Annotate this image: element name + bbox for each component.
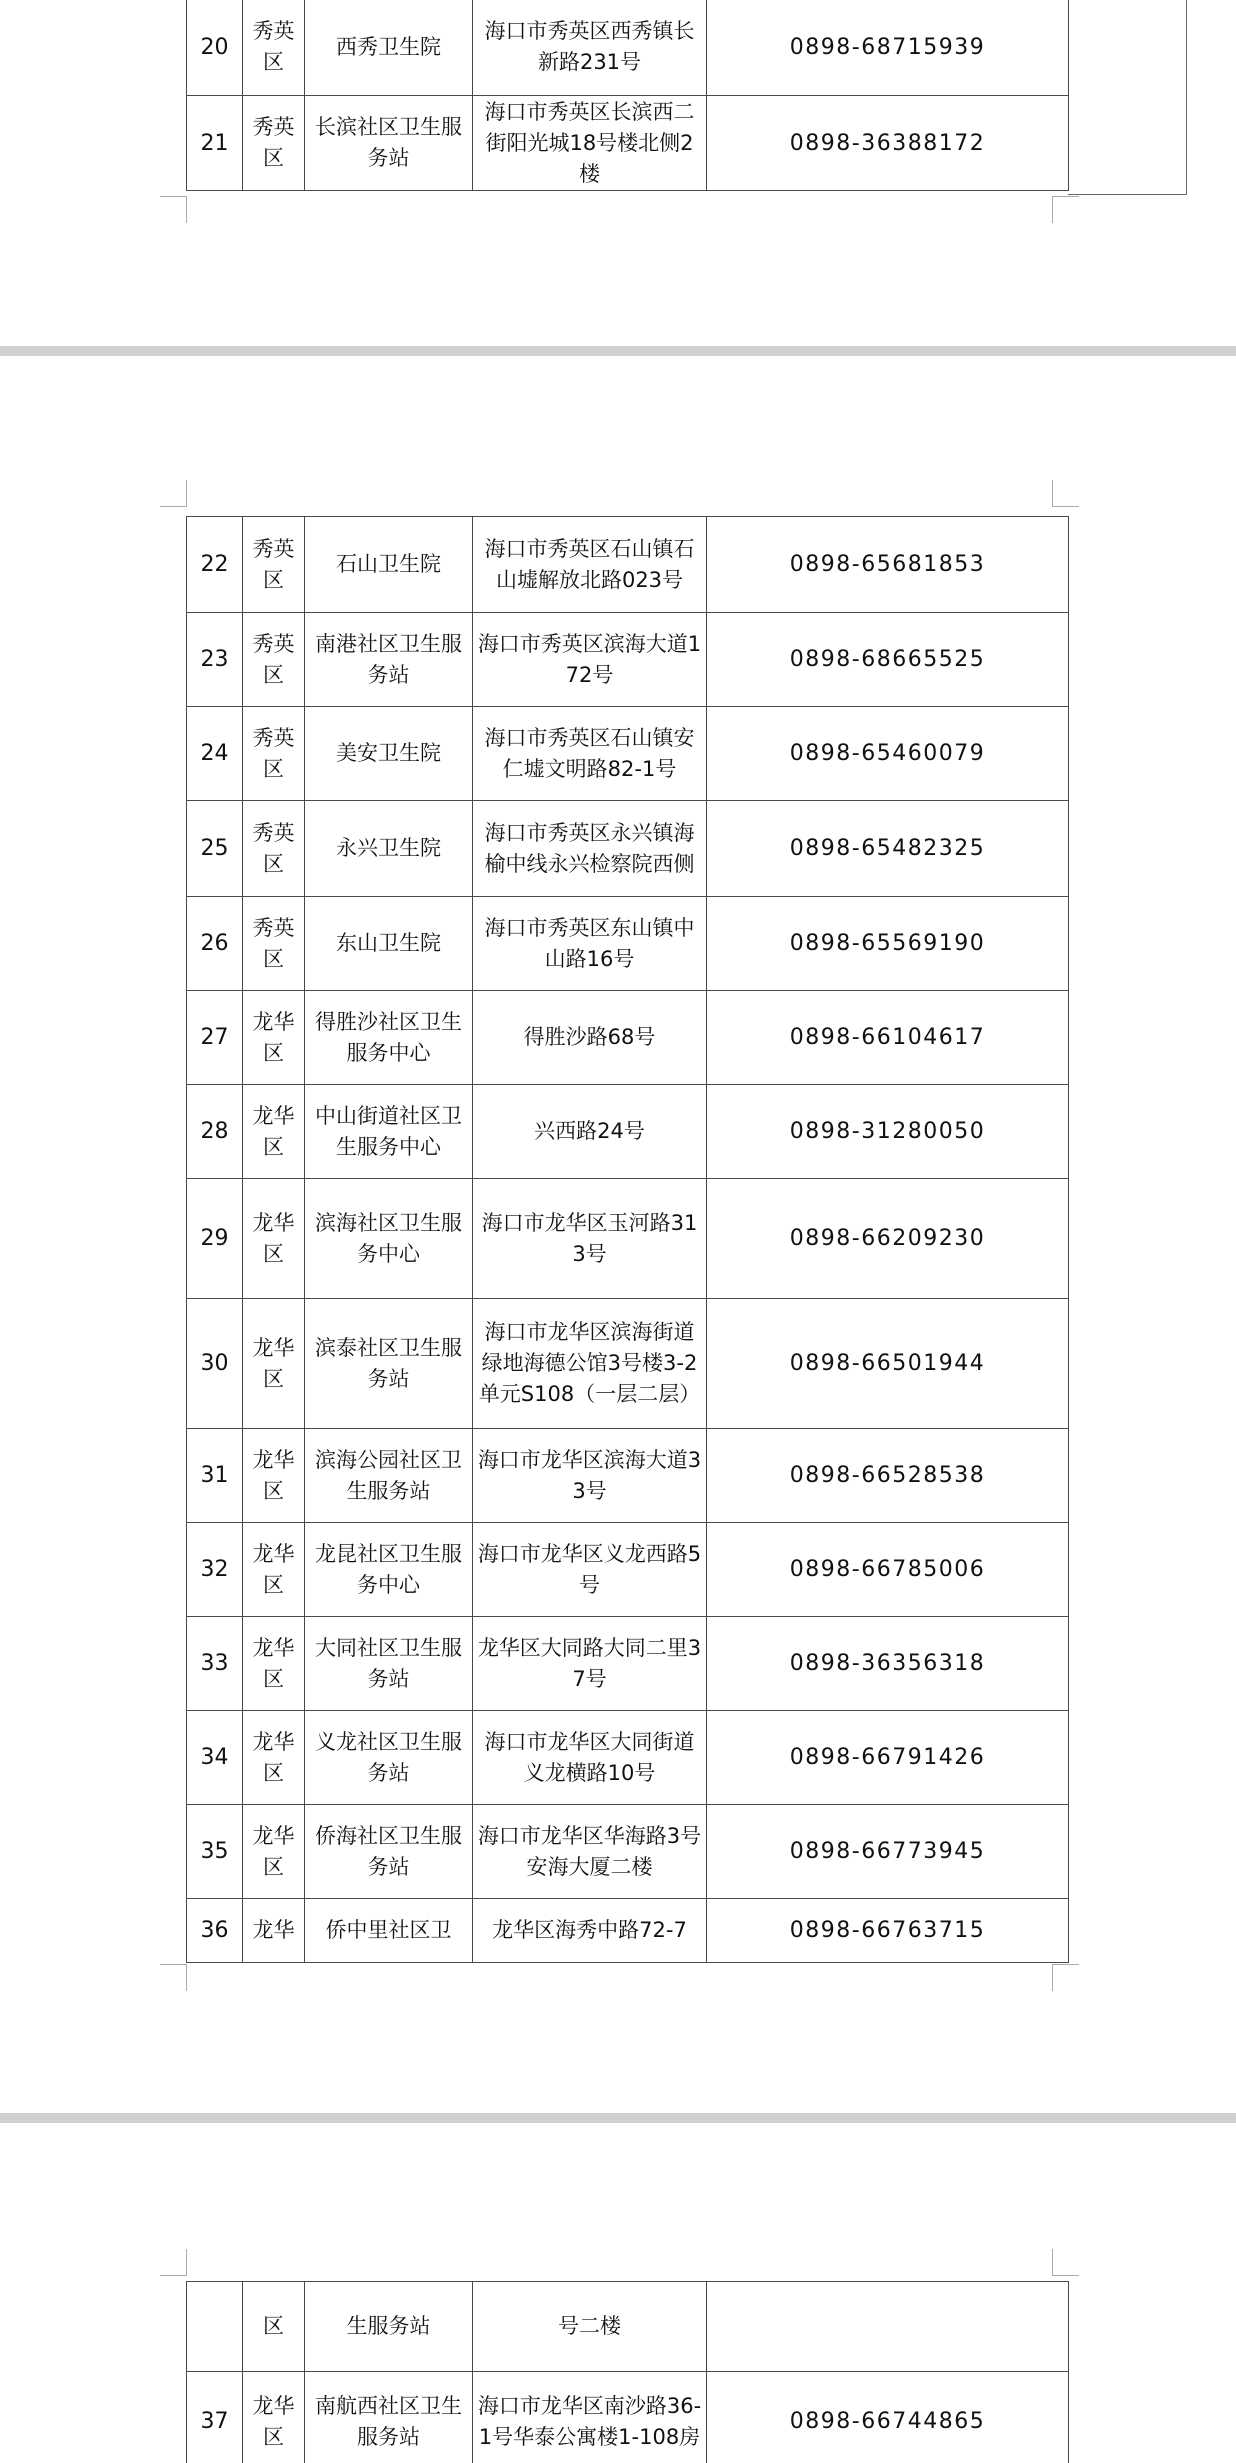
district-cell: 秀英区: [243, 0, 305, 96]
phone-cell: [707, 2282, 1069, 2372]
phone-cell: 0898-66763715: [707, 1899, 1069, 1963]
address-cell: 龙华区海秀中路72-7: [473, 1899, 707, 1963]
clinic-name-cell: 侨中里社区卫: [305, 1899, 473, 1963]
document-page-1: [0, 0, 1236, 345]
clinic-name-cell: 长滨社区卫生服务站: [305, 96, 473, 191]
row-number: 23: [187, 613, 243, 707]
district-cell: 龙华区: [243, 1523, 305, 1617]
phone-cell: 0898-66528538: [707, 1429, 1069, 1523]
phone-cell: 0898-65460079: [707, 707, 1069, 801]
district-cell: 龙华区: [243, 991, 305, 1085]
row-number: 26: [187, 897, 243, 991]
phone-cell: 0898-66501944: [707, 1299, 1069, 1429]
district-cell: 秀英区: [243, 801, 305, 897]
clinic-name-cell: 生服务站: [305, 2282, 473, 2372]
row-number: 35: [187, 1805, 243, 1899]
table-row: [187, 96, 1069, 191]
district-cell: 秀英区: [243, 96, 305, 191]
phone-cell: 0898-68715939: [707, 0, 1069, 96]
table-row: [187, 1429, 1069, 1523]
crop-mark: [160, 480, 187, 507]
row-number: 24: [187, 707, 243, 801]
table-row: [187, 613, 1069, 707]
clinic-name-cell: 滨海社区卫生服务中心: [305, 1179, 473, 1299]
clinic-name-cell: 义龙社区卫生服务站: [305, 1711, 473, 1805]
phone-cell: 0898-66785006: [707, 1523, 1069, 1617]
crop-mark: [160, 1964, 187, 1991]
phone-cell: 0898-66209230: [707, 1179, 1069, 1299]
clinic-name-cell: 侨海社区卫生服务站: [305, 1805, 473, 1899]
address-cell: 龙华区大同路大同二里37号: [473, 1617, 707, 1711]
table-row: [187, 1299, 1069, 1429]
crop-mark: [160, 196, 187, 223]
district-cell: 秀英区: [243, 517, 305, 613]
row-number: 25: [187, 801, 243, 897]
clinic-name-cell: 西秀卫生院: [305, 0, 473, 96]
row-number: 29: [187, 1179, 243, 1299]
table-row: [187, 1179, 1069, 1299]
page-separator: [0, 346, 1236, 356]
row-number: 36: [187, 1899, 243, 1963]
table-row: [187, 801, 1069, 897]
clinic-name-cell: 大同社区卫生服务站: [305, 1617, 473, 1711]
district-cell: 秀英区: [243, 897, 305, 991]
address-cell: 海口市龙华区玉河路313号: [473, 1179, 707, 1299]
crop-mark: [1052, 2249, 1079, 2276]
crop-mark: [1052, 196, 1079, 223]
row-number: 21: [187, 96, 243, 191]
row-number: 32: [187, 1523, 243, 1617]
table-row: [187, 991, 1069, 1085]
row-number: 22: [187, 517, 243, 613]
table-row: [187, 1805, 1069, 1899]
address-cell: 海口市秀英区西秀镇长新路231号: [473, 0, 707, 96]
address-cell: 海口市秀英区东山镇中山路16号: [473, 897, 707, 991]
row-number: 28: [187, 1085, 243, 1179]
crop-mark: [1052, 1964, 1079, 1991]
district-cell: 龙华区: [243, 1179, 305, 1299]
row-number: 33: [187, 1617, 243, 1711]
district-cell: 区: [243, 2282, 305, 2372]
row-number: 27: [187, 991, 243, 1085]
table-row: [187, 1085, 1069, 1179]
phone-cell: 0898-66791426: [707, 1711, 1069, 1805]
address-cell: 海口市秀英区永兴镇海榆中线永兴检察院西侧: [473, 801, 707, 897]
address-cell: 海口市龙华区华海路3号安海大厦二楼: [473, 1805, 707, 1899]
phone-cell: 0898-65569190: [707, 897, 1069, 991]
address-cell: 兴西路24号: [473, 1085, 707, 1179]
row-number: 30: [187, 1299, 243, 1429]
row-number: 20: [187, 0, 243, 96]
phone-cell: 0898-66773945: [707, 1805, 1069, 1899]
district-cell: 龙华区: [243, 1711, 305, 1805]
address-cell: 海口市秀英区石山镇石山墟解放北路023号: [473, 517, 707, 613]
clinic-name-cell: 得胜沙社区卫生服务中心: [305, 991, 473, 1085]
clinic-name-cell: 美安卫生院: [305, 707, 473, 801]
crop-mark: [1052, 480, 1079, 507]
address-cell: 海口市龙华区大同街道义龙横路10号: [473, 1711, 707, 1805]
table-row: [187, 897, 1069, 991]
document-page-2: [0, 356, 1236, 2113]
clinic-table-page-3: [186, 2281, 1069, 2463]
table-row: [187, 2372, 1069, 2463]
district-cell: 秀英区: [243, 613, 305, 707]
clinic-name-cell: 南航西社区卫生服务站: [305, 2372, 473, 2463]
district-cell: 龙华区: [243, 1085, 305, 1179]
phone-cell: 0898-65482325: [707, 801, 1069, 897]
table-row: [187, 707, 1069, 801]
phone-cell: 0898-68665525: [707, 613, 1069, 707]
clinic-name-cell: 滨泰社区卫生服务站: [305, 1299, 473, 1429]
clinic-name-cell: 石山卫生院: [305, 517, 473, 613]
clinic-name-cell: 滨海公园社区卫生服务站: [305, 1429, 473, 1523]
document-page-3: [0, 2123, 1236, 2463]
address-cell: 号二楼: [473, 2282, 707, 2372]
table-row: [187, 2282, 1069, 2372]
phone-cell: 0898-66104617: [707, 991, 1069, 1085]
table-row: [187, 1711, 1069, 1805]
address-cell: 得胜沙路68号: [473, 991, 707, 1085]
address-cell: 海口市龙华区滨海街道绿地海德公馆3号楼3-2单元S108（一层二层）: [473, 1299, 707, 1429]
district-cell: 龙华区: [243, 1299, 305, 1429]
table-row: [187, 517, 1069, 613]
district-cell: 龙华区: [243, 2372, 305, 2463]
phone-cell: 0898-65681853: [707, 517, 1069, 613]
row-number: [187, 2282, 243, 2372]
phone-cell: 0898-36388172: [707, 96, 1069, 191]
district-cell: 龙华区: [243, 1617, 305, 1711]
table-row: [187, 1523, 1069, 1617]
district-cell: 龙华区: [243, 1805, 305, 1899]
table-row: [187, 1617, 1069, 1711]
phone-cell: 0898-36356318: [707, 1617, 1069, 1711]
address-cell: 海口市龙华区南沙路36-1号华泰公寓楼1-108房: [473, 2372, 707, 2463]
address-cell: 海口市秀英区滨海大道172号: [473, 613, 707, 707]
crop-mark: [160, 2249, 187, 2276]
row-number: 31: [187, 1429, 243, 1523]
row-number: 37: [187, 2372, 243, 2463]
clinic-table-page-2: [186, 516, 1069, 1963]
clinic-name-cell: 龙昆社区卫生服务中心: [305, 1523, 473, 1617]
address-cell: 海口市秀英区长滨西二街阳光城18号楼北侧2楼: [473, 96, 707, 191]
table-outer-border: [1068, 0, 1187, 195]
clinic-name-cell: 南港社区卫生服务站: [305, 613, 473, 707]
page-separator: [0, 2113, 1236, 2123]
address-cell: 海口市秀英区石山镇安仁墟文明路82-1号: [473, 707, 707, 801]
district-cell: 龙华: [243, 1899, 305, 1963]
table-row: [187, 0, 1069, 96]
phone-cell: 0898-66744865: [707, 2372, 1069, 2463]
address-cell: 海口市龙华区滨海大道33号: [473, 1429, 707, 1523]
clinic-name-cell: 中山街道社区卫生服务中心: [305, 1085, 473, 1179]
address-cell: 海口市龙华区义龙西路5号: [473, 1523, 707, 1617]
district-cell: 龙华区: [243, 1429, 305, 1523]
clinic-table-page-1: [186, 0, 1069, 191]
row-number: 34: [187, 1711, 243, 1805]
phone-cell: 0898-31280050: [707, 1085, 1069, 1179]
clinic-name-cell: 永兴卫生院: [305, 801, 473, 897]
table-row: [187, 1899, 1069, 1963]
district-cell: 秀英区: [243, 707, 305, 801]
clinic-name-cell: 东山卫生院: [305, 897, 473, 991]
